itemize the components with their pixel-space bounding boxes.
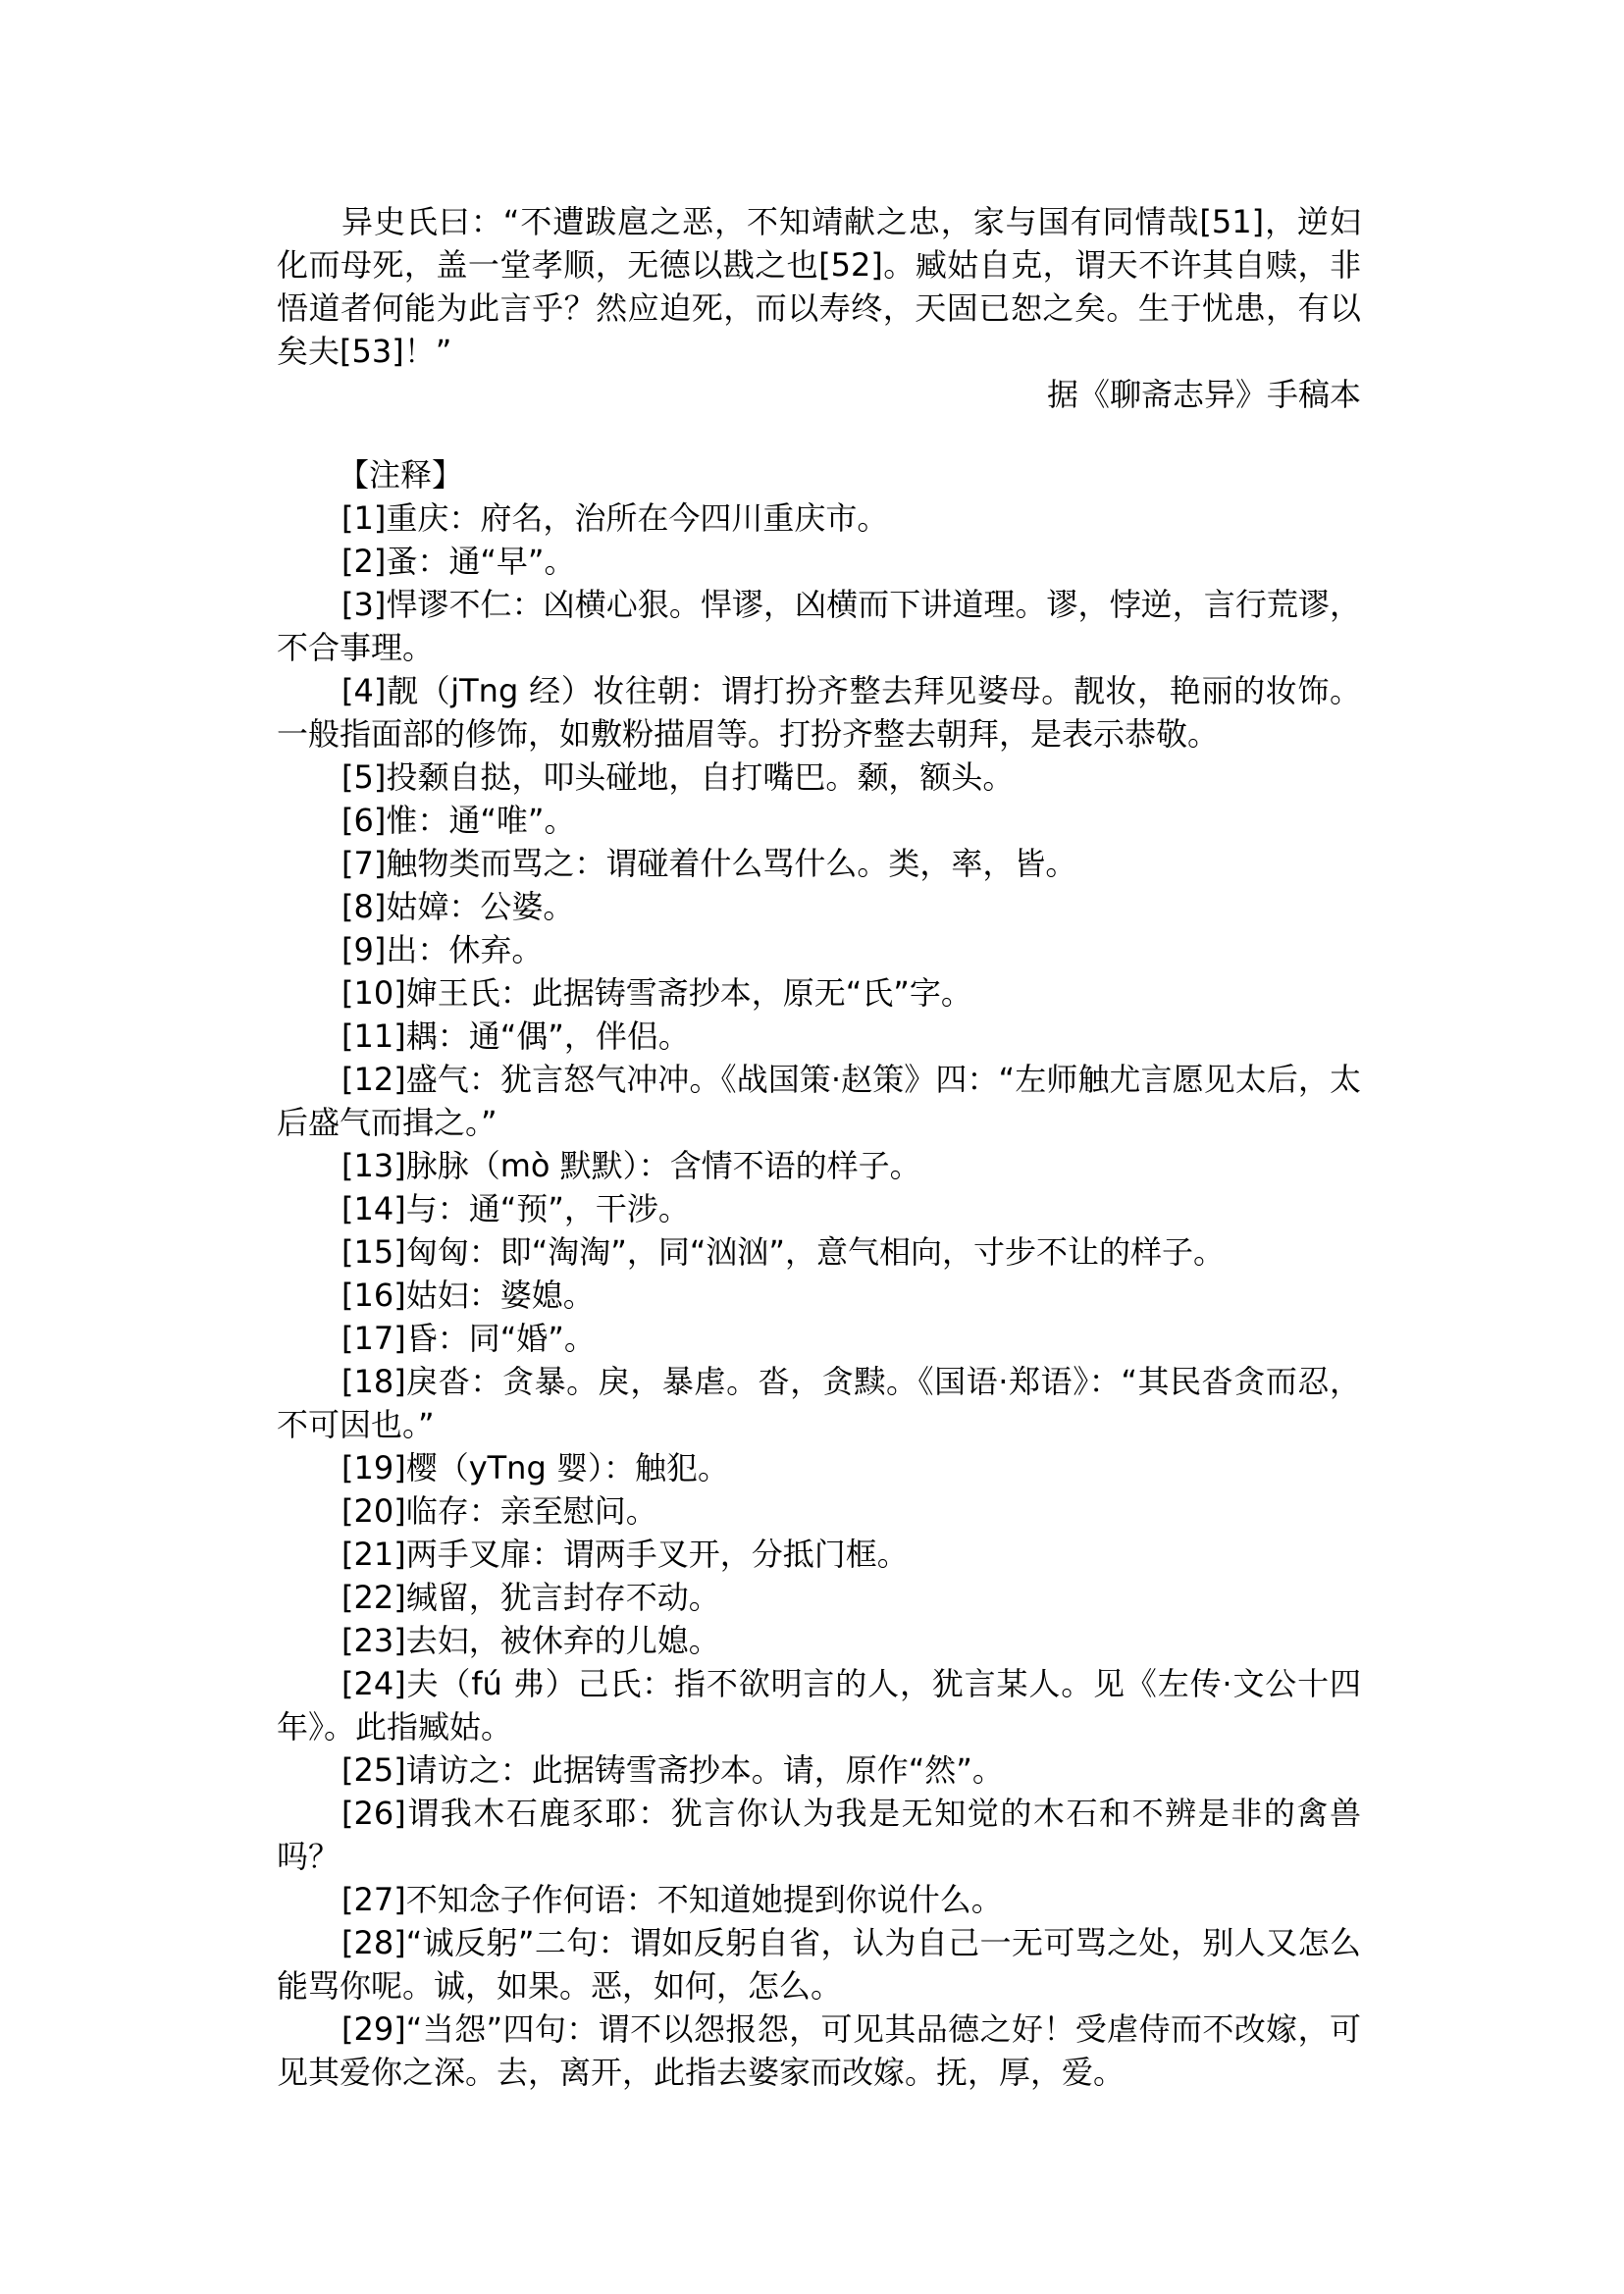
note-item: [24]夫（fú 弗）己氏：指不欲明言的人，犹言某人。见《左传·文公十四年》。此指臧姑。 [277, 1665, 1361, 1746]
note-item: [20]临存：亲至慰问。 [341, 1492, 657, 1530]
note-item: [8]姑嫜：公婆。 [341, 888, 575, 925]
note-item: [13]脉脉（mò 默默）：含情不语的样子。 [341, 1147, 921, 1184]
note-item: [19]樱（yTng 婴）：触犯。 [341, 1449, 729, 1486]
note-item: [7]触物类而骂之：谓碰着什么骂什么。类，率，皆。 [341, 845, 1077, 882]
notes-list [277, 496, 1361, 2094]
note-item: [23]去妇，被休弃的儿媳。 [341, 1622, 720, 1659]
source-attribution: 据《聊斋志异》手稿本 [1046, 376, 1361, 413]
note-item: [26]谓我木石鹿豕耶：犹言你认为我是无知觉的木石和不辨是非的禽兽吗？ [277, 1795, 1361, 1875]
note-item: [25]请访之：此据铸雪斋抄本。请，原作“然”。 [341, 1751, 1004, 1789]
note-item: [5]投颡自挞，叩头碰地，自打嘴巴。颡，额头。 [341, 758, 1015, 796]
note-item: [1]重庆：府名，治所在今四川重庆市。 [341, 499, 889, 537]
note-item: [11]耦：通“偶”，伴侣。 [341, 1017, 690, 1055]
note-item: [22]缄留，犹言封存不动。 [341, 1579, 720, 1616]
note-item: [3]悍谬不仁：凶横心狠。悍谬，凶横而下讲道理。谬，悖逆，言行荒谬，不合事理。 [277, 586, 1361, 666]
note-item: [6]惟：通“唯”。 [341, 802, 576, 839]
note-item: [29]“当怨”四句：谓不以怨报怨，可见其品德之好！受虐侍而不改嫁，可见其爱你之深。去，离开，此指去婆家而改嫁。抚，厚，爱。 [277, 2010, 1361, 2091]
note-item: [17]昏：同“婚”。 [341, 1320, 596, 1357]
document-page [277, 200, 1361, 2094]
notes-heading: 【注释】 [338, 456, 464, 494]
note-item: [15]匈匈：即“淘淘”，同“汹汹”，意气相向，寸步不让的样子。 [341, 1233, 1226, 1271]
note-item: [4]靓（jTng 经）妆往朝：谓打扮齐整去拜见婆母。靓妆，艳丽的妆饰。一般指面部的修饰，如敷粉描眉等。打扮齐整去朝拜，是表示恭敬。 [277, 672, 1361, 753]
note-item: [21]两手叉扉：谓两手叉开，分抵门框。 [341, 1536, 909, 1573]
note-item: [12]盛气：犹言怒气冲冲。《战国策·赵策》四：“左师触尤言愿见太后，太后盛气而揖之。” [277, 1061, 1361, 1141]
note-item: [14]与：通“预”，干涉。 [341, 1190, 690, 1227]
commentary-paragraph: 异史氏曰：“不遭跋扈之恶，不知靖献之忠，家与国有同情哉[51]，逆妇化而母死，盖一堂孝顺，无德以戡之也[52]。臧姑自克，谓天不许其自赎，非悟道者何能为此言乎？然应迫死，而以寿终，天固已恕之矣。生于忧患，有以矣夫[53]！” [277, 203, 1361, 370]
note-item: [2]蚤：通“早”。 [341, 543, 576, 580]
note-item: [27]不知念子作何语：不知道她提到你说什么。 [341, 1881, 1003, 1918]
note-item: [10]婶王氏：此据铸雪斋抄本，原无“氏”字。 [341, 974, 972, 1012]
note-item: [16]姑妇：婆媳。 [341, 1277, 595, 1314]
note-item: [18]戾沓：贪暴。戾，暴虐。沓，贪黩。《国语·郑语》：“其民沓贪而忍，不可因也。” [277, 1363, 1361, 1443]
note-item: [9]出：休弃。 [341, 931, 544, 968]
note-item: [28]“诚反躬”二句：谓如反躬自省，认为自己一无可骂之处，别人又怎么能骂你呢。诚，如果。恶，如何，怎么。 [277, 1924, 1361, 2005]
